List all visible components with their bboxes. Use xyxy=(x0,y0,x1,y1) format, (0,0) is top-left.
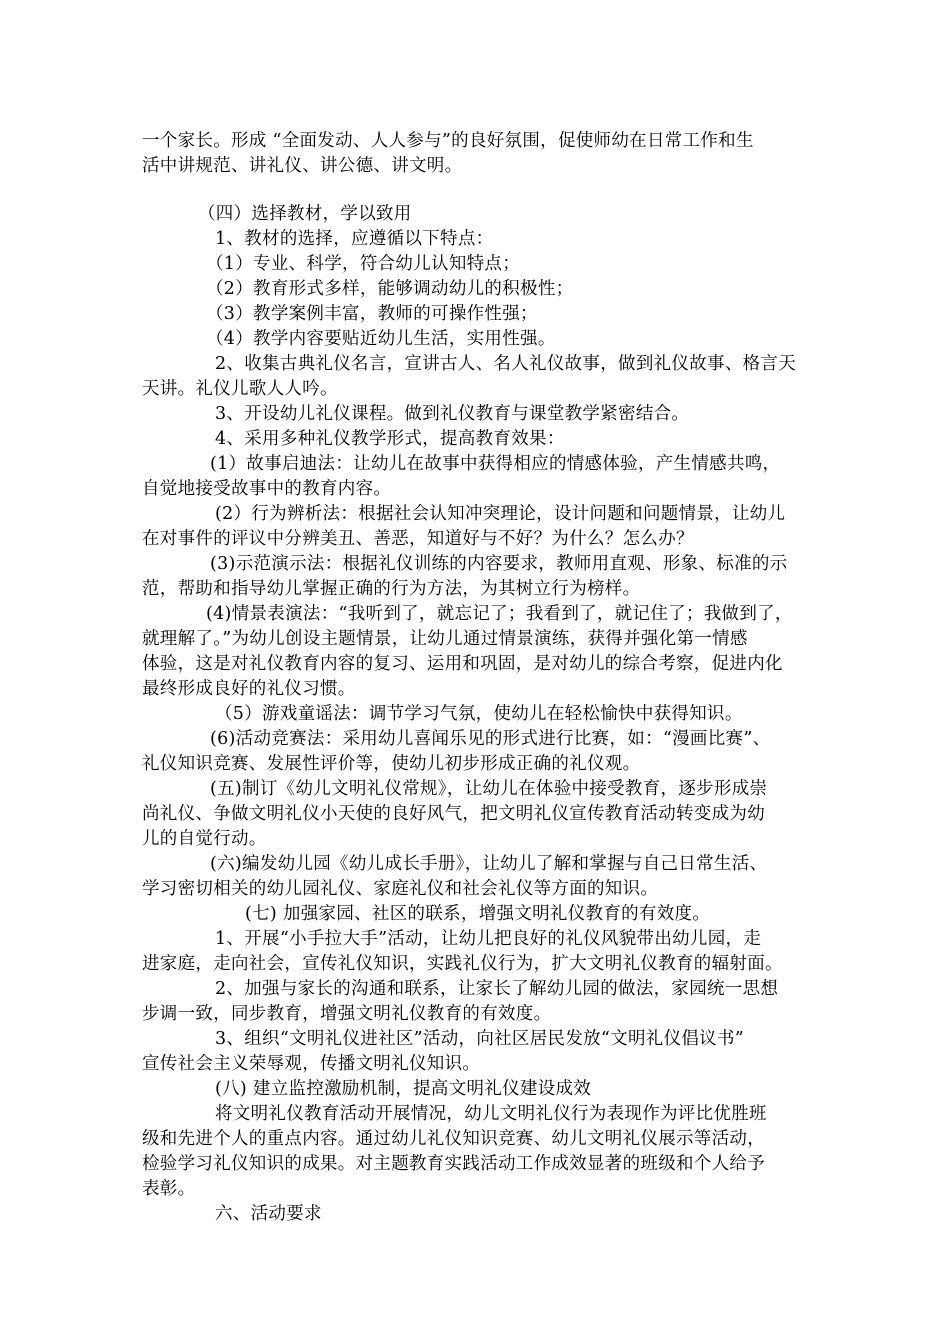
section-heading: 六、活动要求 xyxy=(215,1204,322,1224)
text-line: 级和先进个人的重点内容。通过幼儿礼仪知识竞赛、幼儿文明礼仪展示等活动， xyxy=(142,1129,765,1149)
text-line: 礼仪知识竞赛、发展性评价等，使幼儿初步形成正确的礼仪观。 xyxy=(142,754,641,774)
text-line: 表彰。 xyxy=(142,1179,196,1199)
text-line: 最终形成良好的礼仪习惯。 xyxy=(142,679,356,699)
text-line: 范，帮助和指导幼儿掌握正确的行为方法，为其树立行为榜样。 xyxy=(142,579,641,599)
text-line: 天讲。礼仪儿歌人人吟。 xyxy=(142,379,338,399)
text-line: 进家庭，走向社会，宣传礼仪知识，实践礼仪行为，扩大文明礼仪教育的辐射面。 xyxy=(142,954,783,974)
text-line: 体验，这是对礼仪教育内容的复习、运用和巩固，是对幼儿的综合考察，促进内化 xyxy=(142,654,783,674)
list-item: （3）教学案例丰富，教师的可操作性强； xyxy=(206,304,538,324)
text-line: 1、开展“小手拉大手”活动，让幼儿把良好的礼仪风貌带出幼儿园，走 xyxy=(215,929,762,949)
text-line: 儿的自觉行动。 xyxy=(142,829,267,849)
text-line: (1）故事启迪法：让幼儿在故事中获得相应的情感体验，产生情感共鸣， xyxy=(210,454,781,474)
section-heading: （四）选择教材，学以致用 xyxy=(198,204,412,224)
section-heading: (六)编发幼儿园《幼儿成长手册》，让幼儿了解和掌握与自己日常生活、 xyxy=(210,854,768,874)
list-item: （2）教育形式多样，能够调动幼儿的积极性； xyxy=(206,279,574,299)
text-line: 3、开设幼儿礼仪课程。做到礼仪教育与课堂教学紧密结合。 xyxy=(215,404,690,424)
list-item: （1）专业、科学，符合幼儿认知特点； xyxy=(206,254,521,274)
text-line: 4、采用多种礼仪教学形式，提高教育效果： xyxy=(215,429,565,449)
section-heading: (八) 建立监控激励机制，提高文明礼仪建设成效 xyxy=(215,1079,592,1099)
text-line: 2、收集古典礼仪名言，宣讲古人、名人礼仪故事，做到礼仪故事、格言天 xyxy=(215,354,797,374)
text-line: (4)情景表演法：“我听到了，就忘记了；我看到了，就记住了；我做到了， xyxy=(206,604,793,624)
text-line: 宣传社会主义荣辱观，传播文明礼仪知识。 xyxy=(142,1054,481,1074)
text-line: 尚礼仪、争做文明礼仪小天使的良好风气，把文明礼仪宣传教育活动转变成为幼 xyxy=(142,804,765,824)
text-line: 在对事件的评议中分辨美丑、善恶，知道好与不好？为什么？怎么办？ xyxy=(142,529,694,549)
text-line: 检验学习礼仪知识的成果。对主题教育实践活动工作成效显著的班级和个人给予 xyxy=(142,1154,765,1174)
text-line: 2、加强与家长的沟通和联系，让家长了解幼儿园的做法，家园统一思想 xyxy=(215,979,779,999)
text-line: 步调一致，同步教育，增强文明礼仪教育的有效度。 xyxy=(142,1004,552,1024)
text-line: (2）行为辨析法：根据社会认知冲突理论，设计问题和问题情景，让幼儿 xyxy=(215,504,786,524)
section-heading: (五)制订《幼儿文明礼仪常规》，让幼儿在体验中接受教育，逐步形成崇 xyxy=(210,779,768,799)
text-line: 学习密切相关的幼儿园礼仪、家庭礼仪和社会礼仪等方面的知识。 xyxy=(142,879,659,899)
section-heading: (七) 加强家园、社区的联系，增强文明礼仪教育的有效度。 xyxy=(245,904,711,924)
text-line: (6)活动竞赛法：采用幼儿喜闻乐见的形式进行比赛，如：“漫画比赛”、 xyxy=(210,729,771,749)
text-line: 1、教材的选择，应遵循以下特点： xyxy=(215,229,494,249)
text-line: 活中讲规范、讲礼仪、讲公德、讲文明。 xyxy=(142,156,463,176)
list-item: （4）教学内容要贴近幼儿生活，实用性强。 xyxy=(206,329,556,349)
text-line: 自觉地接受故事中的教育内容。 xyxy=(142,479,392,499)
text-line: （5）游戏童谣法：调节学习气氛，使幼儿在轻松愉快中获得知识。 xyxy=(215,704,743,724)
text-line: 将文明礼仪教育活动开展情况，幼儿文明礼仪行为表现作为评比优胜班 xyxy=(215,1104,767,1124)
text-line: 一个家长。形成 “全面发动、人人参与”的良好氛围，促使师幼在日常工作和生 xyxy=(142,131,754,151)
text-line: 就理解了。”为幼儿创设主题情景，让幼儿通过情景演练，获得并强化第一情感 xyxy=(142,629,748,649)
text-line: 3、组织“文明礼仪进社区”活动，向社区居民发放“文明礼仪倡议书” xyxy=(215,1029,745,1049)
text-line: (3)示范演示法：根据礼仪训练的内容要求，教师用直观、形象、标准的示 xyxy=(210,554,788,574)
